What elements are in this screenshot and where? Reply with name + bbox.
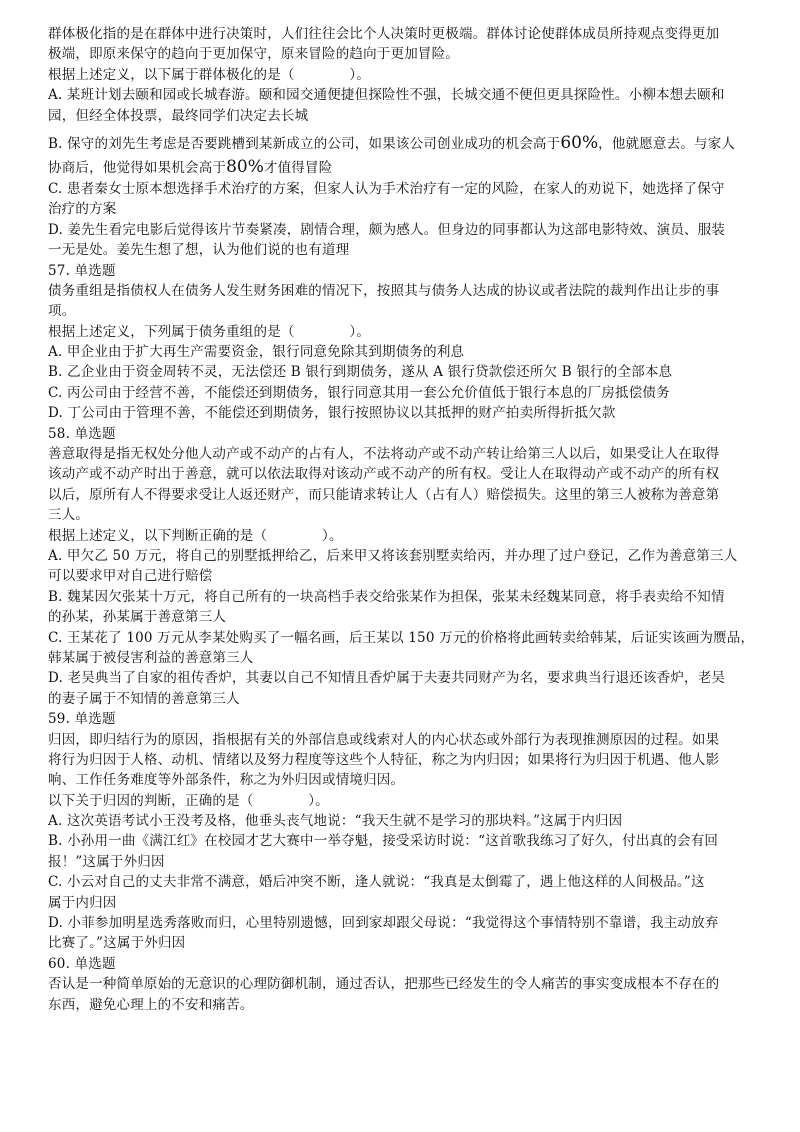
option-a-line: A. 某班计划去颐和园或长城春游。颐和园交通便捷但探险性不强，长城交通不便但更具探险性。小柳本想去颐和	[48, 87, 725, 104]
option-b-line	[48, 131, 752, 155]
option-b-line: 报！”这属于外归因	[48, 853, 165, 870]
question-56-block	[48, 24, 752, 261]
percent-value: 60%	[560, 132, 599, 153]
document-page	[48, 24, 755, 1015]
definition-line: 项。	[48, 303, 76, 320]
question-stem: 以下关于归因的判断，正确的是（ ）。	[48, 792, 329, 809]
question-header: 59. 单选题	[48, 711, 116, 728]
question-stem: 根据上述定义，以下判断正确的是（ ）。	[48, 527, 343, 544]
option-b-line: 的孙某，孙某属于善意第三人	[48, 609, 227, 626]
definition-line: 群体极化指的是在群体中进行决策时，人们往往会比个人决策时更极端。群体讨论使群体成员所持观点变得更加	[48, 26, 720, 42]
option-b-text: ，他就愿意去。与家人	[598, 135, 736, 152]
option-c-line: 韩某属于被侵害利益的善意第三人	[48, 649, 254, 666]
option-c-line: 属于内归因	[48, 894, 117, 911]
option-b-line	[48, 155, 752, 179]
option-c-line: C. 王某花了 100 万元从李某处购买了一幅名画，后王某以 150 万元的价格将此画转卖给韩某，后证实该画为赝品，	[48, 629, 755, 646]
option-a-line: A. 这次英语考试小王没考及格，他垂头丧气地说：“我天生就不是学习的那块料。”这属于内归因	[48, 813, 623, 830]
question-header: 58. 单选题	[48, 425, 116, 442]
option-d-line: D. 小菲参加明星选秀落败而归，心里特别遗憾，回到家却跟父母说：“我觉得这个事情特别不靠谱，我主动放弃	[48, 915, 719, 932]
option-b-line: B. 小孙用一曲《满江红》在校园才艺大赛中一举夺魁，接受采访时说：“这首歌我练习了好久，付出真的会有回	[48, 833, 719, 850]
option-b-text: 协商后，他觉得如果机会高于	[48, 159, 227, 176]
option-b-text: 才值得冒险	[263, 159, 333, 176]
question-stem: 根据上述定义，下列属于债务重组的是（ ）。	[48, 323, 371, 340]
option-b-text: B. 保守的刘先生考虑是否要跳槽到某新成立的公司，如果该公司创业成功的机会高于	[48, 135, 561, 152]
option-d-line: 比赛了。”这属于外归因	[48, 935, 186, 952]
option-c-line: C. 患者秦女士原本想选择手术治疗的方案，但家人认为手术治疗有一定的风险，在家人的劝说下，她选择了保守	[48, 180, 725, 197]
question-60-block	[48, 954, 752, 1015]
question-59-block	[48, 709, 752, 954]
definition-line: 东西，避免心理上的不安和痛苦。	[48, 996, 254, 1013]
question-header: 57. 单选题	[48, 262, 116, 279]
option-b-line: B. 魏某因欠张某十万元，将自己所有的一块高档手表交给张某作为担保，张某未经魏某同意，将手表卖给不知情	[48, 588, 725, 605]
question-57-block	[48, 261, 752, 424]
definition-line: 否认是一种简单原始的无意识的心理防御机制，通过否认，把那些已经发生的令人痛苦的事实变成根本不存在的	[48, 976, 720, 993]
option-c-line: C. 小云对自己的丈夫非常不满意，婚后冲突不断，逢人就说：“我真是太倒霉了，遇上他这样的人间极品。”这	[48, 874, 705, 891]
definition-line: 该动产或不动产时出于善意，就可以依法取得对该动产或不动产的所有权。受让人在取得动产或不动产的所有权	[48, 466, 720, 483]
question-stem: 根据上述定义，以下属于群体极化的是（ ）。	[48, 66, 371, 83]
definition-line: 三人。	[48, 507, 90, 524]
percent-value: 80%	[226, 156, 264, 177]
definition-line: 将行为归因于人格、动机、情绪以及努力程度等这些个人特征，称之为内归因；如果将行为归因于机遇、他人影	[48, 751, 720, 768]
option-c-line: C. 丙公司由于经营不善，不能偿还到期债务，银行同意其用一套公允价值低于银行本息的厂房抵偿债务	[48, 384, 670, 401]
definition-line: 归因，即归结行为的原因，指根据有关的外部信息或线索对人的内心状态或外部行为表现推测原因的过程。如果	[48, 731, 720, 748]
option-d-line: D. 姜先生看完电影后觉得该片节奏紧凑，剧情合理，颇为感人。但身边的同事都认为这部电影特效、演员、服装	[48, 221, 726, 238]
option-d-line: D. 老吴典当了自家的祖传香炉，其妻以自己不知情且香炉属于夫妻共同财产为名，要求典当行退还该香炉，老吴	[48, 670, 726, 687]
option-d-line: 的妻子属于不知情的善意第三人	[48, 690, 240, 707]
definition-line: 极端，即原来保守的趋向于更加保守，原来冒险的趋向于更加冒险。	[48, 46, 459, 63]
definition-line: 债务重组是指债权人在债务人发生财务困难的情况下，按照其与债务人达成的协议或者法院的裁判作出让步的事	[48, 282, 720, 299]
option-a-line: 可以要求甲对自己进行赔偿	[48, 568, 213, 585]
question-58-block	[48, 424, 755, 709]
option-d-line: 一无是处。姜先生想了想，认为他们说的也有道理	[48, 242, 350, 259]
option-a-line: A. 甲欠乙 50 万元，将自己的别墅抵押给乙，后来甲又将该套别墅卖给丙，并办理了过户登记，乙作为善意第三人	[48, 547, 738, 564]
definition-line: 以后，原所有人不得要求受让人返还财产，而只能请求转让人（占有人）赔偿损失。这里的第三人被称为善意第	[48, 486, 720, 503]
option-a-line: A. 甲企业由于扩大再生产需要资金，银行同意免除其到期债务的利息	[48, 344, 465, 361]
definition-line: 响、工作任务难度等外部条件，称之为外归因或情境归因。	[48, 772, 405, 789]
question-header: 60. 单选题	[48, 955, 116, 972]
option-c-line: 治疗的方案	[48, 201, 117, 218]
option-d-line: D. 丁公司由于管理不善，不能偿还到期债务，银行按照协议以其抵押的财产拍卖所得折抵欠款	[48, 405, 616, 422]
option-a-line: 园，但经全体投票，最终同学们决定去长城	[48, 107, 309, 124]
option-b-line: B. 乙企业由于资金周转不灵，无法偿还 B 银行到期债务，遂从 A 银行贷款偿还所欠 B 银行的全部本息	[48, 364, 673, 381]
definition-line: 善意取得是指无权处分他人动产或不动产的占有人，不法将动产或不动产转让给第三人以后，如果受让人在取得	[48, 446, 720, 463]
